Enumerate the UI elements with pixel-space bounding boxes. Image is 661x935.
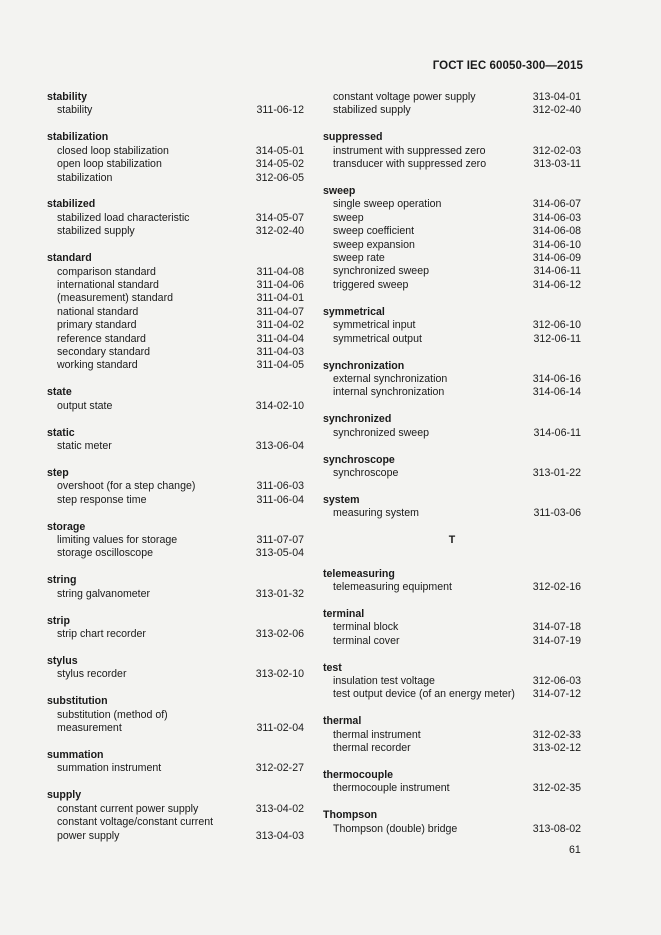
index-term: symmetrical — [323, 305, 385, 318]
entry-text: symmetrical input — [333, 319, 416, 332]
entry-text: stabilized supply — [57, 225, 135, 238]
entry-text: terminal block — [333, 621, 399, 634]
entry-code: 314-06-03 — [532, 211, 581, 224]
index-term: suppressed — [323, 131, 383, 144]
index-entry — [323, 467, 581, 480]
entry-code: 311-04-02 — [256, 319, 304, 332]
entry-code: 312-06-10 — [532, 319, 581, 332]
entry-text: thermal recorder — [333, 742, 411, 755]
entry-text: stabilization — [57, 171, 113, 184]
entry-code: 312-02-27 — [255, 762, 304, 775]
entry-code: 313-02-06 — [255, 628, 304, 641]
index-entry — [323, 279, 581, 292]
index-term: Thompson — [323, 809, 378, 822]
entry-text: limiting values for storage — [57, 534, 178, 547]
entry-code: 312-02-16 — [532, 580, 581, 593]
index-entry — [323, 265, 581, 278]
entry-text: insulation test voltage — [333, 675, 435, 687]
entry-text: national standard — [57, 305, 139, 318]
index-entry — [323, 823, 581, 836]
entry-text: primary standard — [57, 319, 137, 332]
index-entry — [47, 346, 304, 359]
entry-text: overshoot (for a step change) — [57, 480, 196, 493]
index-group-telemeasuring — [323, 568, 581, 595]
entry-code: 312-02-03 — [532, 144, 581, 157]
index-term: state — [47, 386, 72, 399]
index-entry — [47, 494, 304, 507]
entry-code: 314-07-18 — [532, 621, 581, 634]
index-term: sweep — [323, 185, 356, 198]
entry-code: 311-04-07 — [256, 305, 304, 318]
entry-code: 314-06-11 — [533, 426, 581, 439]
section-letter: T — [448, 534, 456, 547]
index-group-step — [47, 467, 304, 507]
index-entry — [323, 386, 581, 399]
index-entry — [47, 440, 304, 453]
entry-text: triggered sweep — [333, 278, 409, 291]
index-entry — [47, 762, 304, 775]
index-term: synchronization — [323, 359, 405, 372]
entry-text: open loop stabilization — [57, 158, 162, 171]
index-term: system — [323, 493, 360, 506]
index-entry — [323, 427, 581, 440]
entry-text: constant voltage/constant current power supply — [57, 816, 214, 842]
index-entry — [323, 198, 581, 211]
index-group-stabilized — [47, 198, 304, 238]
entry-text: instrument with suppressed zero — [333, 144, 486, 157]
entry-code: 311-04-06 — [256, 278, 304, 291]
index-entry — [323, 373, 581, 386]
index-entry — [323, 104, 581, 117]
index-entry — [323, 252, 581, 265]
entry-code: 313-04-03 — [255, 829, 304, 842]
entry-code: 313-04-01 — [532, 91, 581, 103]
entry-code: 313-06-04 — [255, 440, 304, 453]
index-entry — [47, 212, 304, 225]
entry-code: 313-03-11 — [533, 158, 581, 171]
index-term: terminal — [323, 607, 365, 620]
entry-text: substitution (method of) measurement — [57, 708, 168, 735]
index-entry — [47, 279, 304, 292]
entry-code: 311-04-03 — [256, 346, 304, 358]
index-entry — [47, 333, 304, 346]
entry-code: 314-06-10 — [532, 238, 581, 251]
entry-code: 314-06-11 — [533, 265, 581, 278]
entry-text: storage oscilloscope — [57, 547, 153, 560]
index-entry — [47, 628, 304, 641]
entry-text: constant voltage power supply — [333, 91, 476, 103]
entry-text: sweep expansion — [333, 238, 415, 251]
entry-text: thermocouple instrument — [333, 782, 450, 795]
index-entry — [323, 91, 581, 104]
entry-code: 313-08-02 — [532, 822, 581, 835]
index-entry — [47, 292, 304, 305]
entry-code: 311-06-04 — [256, 493, 304, 506]
index-group-system — [323, 494, 581, 521]
entry-code: 312-06-03 — [532, 675, 581, 687]
index-group-standard — [47, 252, 304, 373]
index-entry — [323, 158, 581, 171]
entry-text: transducer with suppressed zero — [333, 158, 487, 171]
entry-code: 314-06-14 — [532, 386, 581, 399]
index-entry — [323, 225, 581, 238]
entry-text: strip chart recorder — [57, 628, 146, 641]
entry-text: international standard — [57, 278, 159, 291]
entry-text: terminal cover — [333, 634, 400, 647]
index-term: strip — [47, 614, 70, 627]
index-group-state — [47, 386, 304, 413]
entry-text: synchroscope — [333, 466, 399, 479]
index-entry — [323, 145, 581, 158]
entry-code: 313-04-02 — [255, 802, 304, 815]
index-entry — [323, 581, 581, 594]
index-term: supply — [47, 789, 82, 802]
entry-text: static meter — [57, 440, 112, 453]
index-group-summation — [47, 749, 304, 776]
entry-text: symmetrical output — [333, 332, 422, 345]
entry-code: 313-05-04 — [255, 547, 304, 560]
entry-text: sweep — [333, 211, 364, 224]
entry-text: thermal instrument — [333, 728, 421, 741]
index-term: stabilized — [47, 198, 96, 211]
index-entry — [323, 333, 581, 346]
entry-code: 311-06-12 — [256, 104, 304, 117]
index-term: static — [47, 426, 75, 439]
entry-text: constant current power supply — [57, 802, 199, 815]
index-entry — [47, 816, 304, 843]
entry-code: 312-06-05 — [255, 171, 304, 184]
entry-code: 314-02-10 — [255, 399, 304, 412]
index-entry — [47, 709, 304, 736]
entry-code: 313-01-32 — [255, 587, 304, 600]
index-group-suppressed — [323, 131, 581, 171]
index-entry — [323, 675, 581, 688]
entry-text: test output device (of an energy meter) — [333, 688, 515, 701]
entry-text: stylus recorder — [57, 668, 127, 681]
index-entry — [323, 782, 581, 795]
entry-text: closed loop stabilization — [57, 144, 169, 157]
index-entry — [47, 547, 304, 560]
entry-text: working standard — [57, 359, 138, 372]
entry-code: 311-04-01 — [256, 292, 304, 305]
index-group-storage — [47, 521, 304, 561]
entry-text: external synchronization — [333, 372, 448, 385]
index-group-synchronization — [323, 360, 581, 400]
entry-text: single sweep operation — [333, 198, 442, 211]
entry-code: 311-02-04 — [256, 722, 304, 735]
entry-text: step response time — [57, 493, 147, 506]
entry-code: 314-05-01 — [255, 144, 304, 157]
index-term: synchroscope — [323, 453, 395, 466]
entry-code: 311-04-04 — [256, 332, 304, 345]
entry-code: 311-06-03 — [256, 480, 304, 493]
entry-code: 314-05-07 — [255, 211, 304, 224]
entry-code: 314-06-12 — [532, 278, 581, 291]
entry-text: internal synchronization — [333, 386, 445, 399]
index-entry — [47, 359, 304, 372]
entry-text: output state — [57, 399, 113, 412]
index-group-strip — [47, 615, 304, 642]
index-entry — [47, 668, 304, 681]
document-header: ГОСТ IEC 60050-300—2015 — [432, 60, 583, 72]
index-entry — [323, 688, 581, 701]
index-entry — [323, 319, 581, 332]
entry-text: sweep coefficient — [333, 225, 415, 238]
entry-code: 313-02-12 — [532, 742, 581, 755]
index-entry — [323, 239, 581, 252]
index-term: substitution — [47, 695, 108, 708]
index-entry — [47, 400, 304, 413]
entry-code: 313-01-22 — [532, 466, 581, 479]
index-entry — [47, 266, 304, 279]
entry-code: 314-07-19 — [532, 634, 581, 647]
entry-text: comparison standard — [57, 265, 156, 278]
entry-text: synchronized sweep — [333, 426, 429, 439]
entry-code: 314-06-09 — [532, 252, 581, 265]
index-term: string — [47, 574, 77, 587]
index-entry — [47, 319, 304, 332]
index-entry — [47, 225, 304, 238]
entry-code: 311-03-06 — [533, 507, 581, 520]
index-entry — [47, 534, 304, 547]
index-group-stabilization — [47, 131, 304, 185]
entry-text: stabilized supply — [333, 104, 411, 117]
index-entry — [323, 729, 581, 742]
index-entry — [47, 588, 304, 601]
index-term: step — [47, 466, 69, 479]
entry-code: 313-02-10 — [255, 668, 304, 681]
index-group-symmetrical — [323, 306, 581, 346]
entry-text: measuring system — [333, 507, 419, 520]
left-index-column — [47, 91, 304, 856]
entry-code: 311-04-08 — [256, 265, 304, 278]
index-group-thermal — [323, 715, 581, 755]
index-term: thermocouple — [323, 769, 394, 782]
index-entry — [47, 306, 304, 319]
entry-text: reference standard — [57, 332, 146, 345]
index-entry — [323, 212, 581, 225]
index-term: stability — [47, 91, 88, 103]
index-group-test — [323, 662, 581, 702]
index-entry — [47, 480, 304, 493]
entry-text: telemeasuring equipment — [333, 580, 452, 593]
entry-text: Thompson (double) bridge — [333, 822, 458, 835]
index-group-thompson — [323, 809, 581, 836]
entry-code: 311-04-05 — [256, 359, 304, 372]
right-index-column — [323, 91, 581, 850]
index-term: telemeasuring — [323, 567, 395, 580]
entry-code: 314-06-08 — [532, 225, 581, 238]
index-entry — [47, 803, 304, 816]
index-entry — [323, 621, 581, 634]
entry-text: synchronized sweep — [333, 265, 429, 278]
index-entry — [47, 158, 304, 171]
entry-code: 314-06-16 — [532, 372, 581, 385]
index-group-synchronized — [323, 413, 581, 440]
index-entry — [47, 145, 304, 158]
index-entry — [47, 104, 304, 117]
index-term: stabilization — [47, 131, 109, 144]
index-entry — [323, 742, 581, 755]
entry-text: stabilized load characteristic — [57, 211, 190, 224]
index-term: stylus — [47, 655, 78, 667]
index-group-stylus — [47, 655, 304, 682]
index-group-string — [47, 574, 304, 601]
index-term: storage — [47, 520, 86, 533]
entry-text: stability — [57, 104, 93, 117]
index-group-supply — [47, 789, 304, 843]
index-group-substitution — [47, 695, 304, 735]
index-group-thermocouple — [323, 769, 581, 796]
entry-code: 312-02-40 — [532, 104, 581, 117]
entry-text: secondary standard — [57, 346, 151, 358]
entry-code: 312-02-35 — [532, 782, 581, 795]
index-group-stability — [47, 91, 304, 118]
entry-code: 312-06-11 — [533, 332, 581, 345]
index-term: standard — [47, 252, 92, 265]
entry-code: 314-06-07 — [532, 198, 581, 211]
index-entry — [323, 635, 581, 648]
index-group-continued — [323, 91, 581, 118]
entry-text: (measurement) standard — [57, 292, 173, 305]
page-number: 61 — [569, 844, 581, 856]
index-term: summation — [47, 749, 104, 762]
index-entry — [323, 507, 581, 520]
entry-code: 314-05-02 — [255, 158, 304, 171]
entry-text: summation instrument — [57, 762, 162, 775]
index-group-static — [47, 427, 304, 454]
entry-text: string galvanometer — [57, 587, 151, 600]
index-group-sweep — [323, 185, 581, 292]
entry-code: 314-07-12 — [532, 688, 581, 701]
entry-code: 312-02-33 — [532, 728, 581, 741]
entry-code: 311-07-07 — [256, 534, 304, 547]
entry-code: 312-02-40 — [255, 225, 304, 238]
index-term: thermal — [323, 715, 362, 728]
index-group-synchroscope — [323, 454, 581, 481]
index-term: synchronized — [323, 413, 392, 426]
index-group-terminal — [323, 608, 581, 648]
entry-text: sweep rate — [333, 252, 385, 265]
index-entry — [47, 172, 304, 185]
index-term: test — [323, 661, 342, 674]
